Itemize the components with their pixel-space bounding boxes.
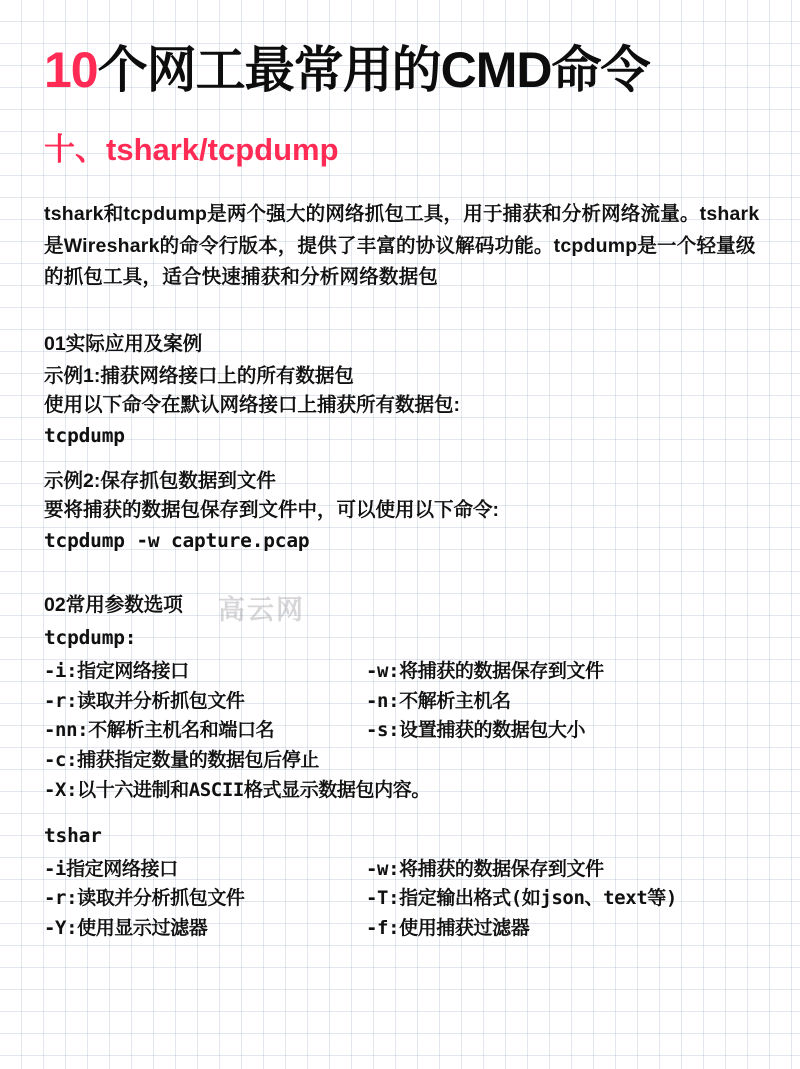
option-row xyxy=(44,914,760,944)
section-subtitle: 十、tshark/tcpdump xyxy=(44,132,339,167)
options-group-tshark xyxy=(44,855,760,944)
option-left: -nn:不解析主机名和端口名 xyxy=(44,719,275,742)
example-2-command: tcpdump -w capture.pcap xyxy=(44,528,310,552)
option-right xyxy=(366,776,760,806)
page-title xyxy=(44,0,760,98)
option-left: -r:读取并分析抓包文件 xyxy=(44,689,245,712)
example-2-title: 示例2:保存抓包数据到文件 xyxy=(44,469,276,492)
option-left: -r:读取并分析抓包文件 xyxy=(44,887,245,910)
option-right: -T:指定输出格式(如json、text等) xyxy=(366,887,677,910)
page-title-rest: 个网工最常用的CMD命令 xyxy=(97,42,650,98)
option-right: -s:设置捕获的数据包大小 xyxy=(366,719,586,742)
watermark: 高云网 xyxy=(218,595,305,625)
option-row xyxy=(44,657,760,687)
option-row xyxy=(44,687,760,717)
option-row xyxy=(44,855,760,885)
option-right: -w:将捕获的数据保存到文件 xyxy=(366,660,604,683)
option-right xyxy=(366,746,760,776)
intro-paragraph: tshark和tcpdump是两个强大的网络抓包工具，用于捕获和分析网络流量。tshark是Wireshark的命令行版本，提供了丰富的协议解码功能。tcpdump是一个轻量级的抓包工具，适合快速捕获和分析网络数据包 xyxy=(44,203,760,289)
option-row xyxy=(44,716,760,746)
example-1-desc: 使用以下命令在默认网络接口上捕获所有数据包: xyxy=(44,394,460,417)
example-1-title: 示例1:捕获网络接口上的所有数据包 xyxy=(44,364,354,387)
options-heading: 02常用参数选项 xyxy=(44,594,183,617)
examples-section xyxy=(44,328,760,556)
example-2-desc: 要将捕获的数据包保存到文件中，可以使用以下命令: xyxy=(44,499,499,522)
option-left: -i指定网络接口 xyxy=(44,857,178,880)
option-row xyxy=(44,776,760,806)
options-section xyxy=(44,589,760,943)
option-left: -i:指定网络接口 xyxy=(44,660,189,683)
option-row xyxy=(44,884,760,914)
option-row xyxy=(44,746,760,776)
option-right: -w:将捕获的数据保存到文件 xyxy=(366,857,604,880)
option-left: -Y:使用显示过滤器 xyxy=(44,917,208,940)
options-group-tshark-name: tshar xyxy=(44,824,102,848)
options-group-tcpdump-name: tcpdump: xyxy=(44,626,137,650)
option-right: -n:不解析主机名 xyxy=(366,689,511,712)
option-right: -f:使用捕获过滤器 xyxy=(366,917,530,940)
content-area xyxy=(44,0,760,1069)
spacer xyxy=(44,805,760,821)
options-group-tcpdump xyxy=(44,657,760,805)
option-left: -c:捕获指定数量的数据包后停止 xyxy=(44,748,319,771)
page-title-accent: 10 xyxy=(44,42,98,98)
spacer xyxy=(44,451,760,467)
example-1-command: tcpdump xyxy=(44,423,125,447)
examples-heading: 01实际应用及案例 xyxy=(44,332,203,355)
option-left: -X:以十六进制和ASCII格式显示数据包内容。 xyxy=(44,778,430,801)
